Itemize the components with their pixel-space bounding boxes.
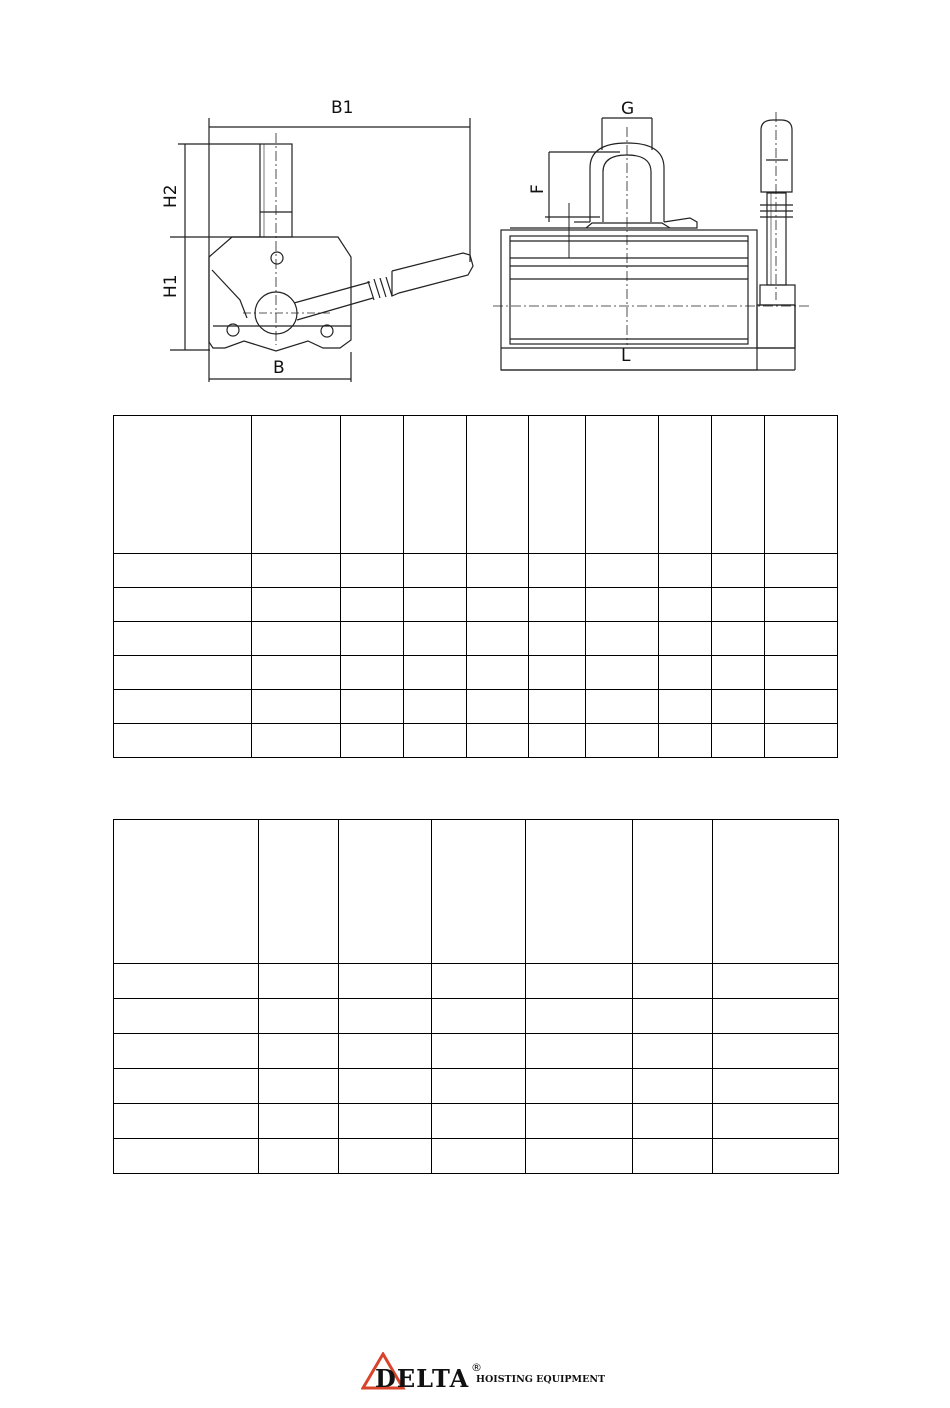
header-cell bbox=[712, 416, 765, 554]
header-cell bbox=[529, 416, 586, 554]
logo-word: DELTA bbox=[375, 1364, 470, 1393]
spec-table-1 bbox=[113, 415, 838, 758]
header-cell bbox=[432, 820, 526, 964]
front-view bbox=[493, 112, 810, 370]
header-cell bbox=[526, 820, 633, 964]
side-view bbox=[170, 118, 473, 382]
label-l: L bbox=[621, 346, 631, 366]
header-cell bbox=[404, 416, 467, 554]
header-cell bbox=[713, 820, 839, 964]
header-cell bbox=[765, 416, 838, 554]
table-row bbox=[114, 656, 838, 690]
header-cell bbox=[339, 820, 432, 964]
header-cell bbox=[114, 820, 259, 964]
table-row bbox=[114, 964, 839, 999]
label-g: G bbox=[621, 99, 635, 119]
table-row bbox=[114, 1139, 839, 1174]
label-b: B bbox=[273, 358, 285, 378]
label-h1: H1 bbox=[161, 274, 181, 298]
label-f: F bbox=[528, 184, 548, 194]
table-header-row bbox=[114, 416, 838, 554]
header-cell bbox=[259, 820, 339, 964]
header-cell bbox=[467, 416, 529, 554]
table-row bbox=[114, 588, 838, 622]
header-cell bbox=[341, 416, 404, 554]
header-cell bbox=[659, 416, 712, 554]
table-row bbox=[114, 1069, 839, 1104]
table-row bbox=[114, 724, 838, 758]
table-row bbox=[114, 1104, 839, 1139]
table-row bbox=[114, 622, 838, 656]
logo-subtitle: HOISTING EQUIPMENT bbox=[476, 1374, 606, 1385]
spec-table-2 bbox=[113, 819, 839, 1174]
table-row bbox=[114, 690, 838, 724]
header-cell bbox=[252, 416, 341, 554]
header-cell bbox=[114, 416, 252, 554]
delta-logo bbox=[361, 1352, 606, 1393]
table-row bbox=[114, 554, 838, 588]
label-h2: H2 bbox=[161, 184, 181, 208]
logo-registered-mark: ® bbox=[471, 1361, 482, 1374]
table-header-row bbox=[114, 820, 839, 964]
table-row bbox=[114, 999, 839, 1034]
table-row bbox=[114, 1034, 839, 1069]
header-cell bbox=[586, 416, 659, 554]
label-b1: B1 bbox=[331, 98, 354, 118]
technical-drawing bbox=[0, 0, 950, 400]
header-cell bbox=[633, 820, 713, 964]
